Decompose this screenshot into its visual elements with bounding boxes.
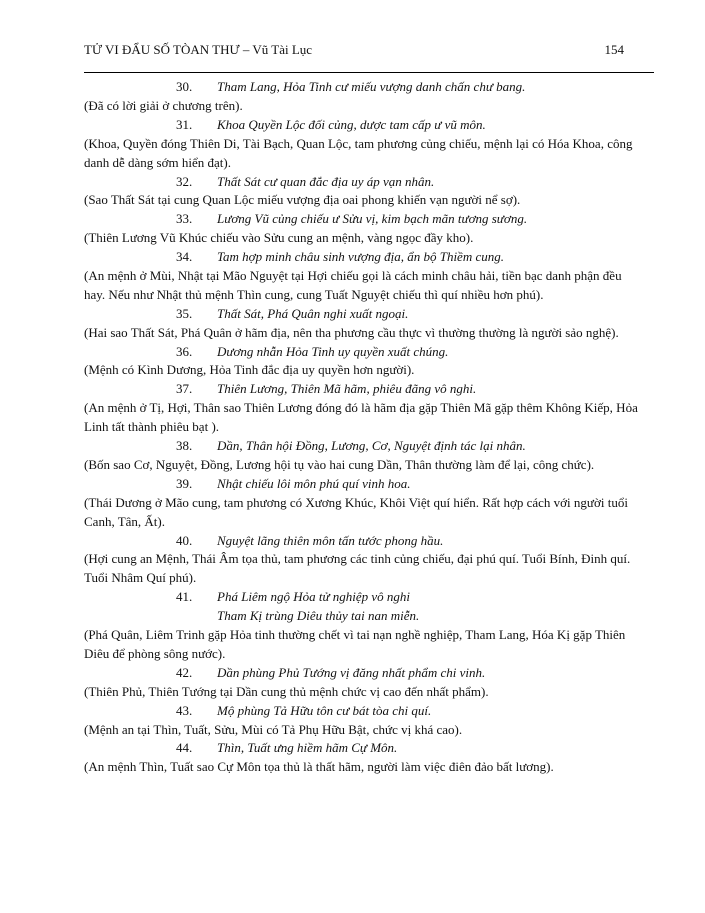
verse-number: 38. (176, 438, 193, 454)
verse-item (84, 210, 644, 248)
verse-explanation: (Hợi cung an Mệnh, Thái Âm tọa thủ, tam phương các tinh củng chiếu, đại phú quí. Tuổi Bính, Đinh quí. Tuổi Nhâm Quí phú). (84, 551, 631, 586)
verse-number: 39. (176, 475, 193, 491)
verse-number: 36. (176, 343, 193, 359)
page-header (84, 42, 624, 60)
verse-item (84, 78, 644, 116)
verse-item (84, 588, 644, 664)
verse-explanation: (An mệnh ở Mùi, Nhật tại Mão Nguyệt tại Hợi chiếu gọi là cách minh châu hải, tiền bạc danh phận đều hay. Nếu như Nhật thủ mệnh Thìn cung, cung Tuất Nguyệt chiếu thì quí nhiều hơn phú). (84, 267, 622, 302)
verse-item (84, 380, 644, 437)
verse-heading (84, 380, 644, 399)
verse-item (84, 437, 644, 475)
verse-number: 44. (176, 740, 193, 756)
verse-title: Dương nhẫn Hỏa Tinh uy quyền xuất chúng. (217, 343, 449, 359)
verse-heading (84, 664, 644, 683)
verse-title: Khoa Quyền Lộc đối củng, dược tam cấp ư vũ môn. (217, 116, 486, 132)
verse-explanation: (Khoa, Quyền đóng Thiên Di, Tài Bạch, Quan Lộc, tam phương củng chiếu, mệnh lại có Hóa Khoa, công danh dễ dàng sớm hiển đạt). (84, 135, 633, 170)
verse-item (84, 739, 644, 777)
verse-heading (84, 173, 644, 192)
verse-title: Dần, Thân hội Đồng, Lương, Cơ, Nguyệt định tác lại nhân. (217, 438, 526, 454)
verse-item (84, 173, 644, 211)
verse-explanation: (An mệnh ở Tị, Hợi, Thân sao Thiên Lương đóng đó là hãm địa gặp Thiên Mã gặp thêm Không Kiếp, Hỏa Linh tất thành phiêu bạt ). (84, 400, 638, 435)
verse-explanation: (Sao Thất Sát tại cung Quan Lộc miếu vượng địa oai phong khiến vạn người nể sợ). (84, 192, 521, 208)
verse-heading (84, 210, 644, 229)
verse-number: 32. (176, 173, 193, 189)
verse-number: 30. (176, 79, 193, 94)
verse-explanation: (Mệnh có Kình Dương, Hỏa Tinh đắc địa uy quyền hơn người). (84, 362, 415, 378)
verse-explanation: (Thái Dương ở Mão cung, tam phương có Xương Khúc, Khôi Việt quí hiển. Rất hợp cách với người tuổi Canh, Tân, Ất). (84, 494, 628, 529)
verse-title: Nhật chiếu lôi môn phú quí vinh hoa. (217, 475, 411, 491)
verse-explanation: (Bốn sao Cơ, Nguyệt, Đồng, Lương hội tụ vào hai cung Dần, Thân thường làm để lại, công chức). (84, 456, 595, 472)
verse-number: 37. (176, 381, 193, 397)
verse-item (84, 532, 644, 589)
verse-explanation: (Hai sao Thất Sát, Phá Quân ở hãm địa, nên tha phương cầu thực vì thường thường là người sảo nghệ). (84, 324, 619, 340)
verse-heading (84, 116, 644, 135)
verse-number: 40. (176, 532, 193, 548)
verse-number: 41. (176, 589, 193, 605)
verse-heading (84, 305, 644, 324)
verse-title-continued: Tham Kị trùng Diêu thủy tai nan miễn. (217, 608, 420, 624)
verse-title: Dần phùng Phủ Tướng vị đăng nhất phẩm chi vinh. (217, 664, 486, 680)
verse-number: 42. (176, 664, 193, 680)
verse-heading (84, 588, 644, 607)
verse-heading (84, 475, 644, 494)
verse-heading (84, 343, 644, 362)
verse-item (84, 343, 644, 381)
page-number: 154 (604, 42, 624, 57)
verse-item (84, 248, 644, 305)
book-title: TỬ VI ĐẨU SỐ TÒAN THƯ – Vũ Tài Lục (84, 42, 313, 57)
verse-item (84, 702, 644, 740)
verse-title: Thất Sát, Phá Quân nghi xuất ngoại. (217, 305, 409, 321)
page-body (84, 78, 644, 777)
verse-title: Thìn, Tuất ưng hiềm hãm Cự Môn. (217, 740, 398, 756)
verse-number: 34. (176, 249, 193, 265)
verse-heading (84, 739, 644, 758)
verse-heading (84, 702, 644, 721)
verse-heading (84, 78, 644, 97)
verse-title: Thất Sát cư quan đắc địa uy áp vạn nhân. (217, 173, 435, 189)
verse-item (84, 664, 644, 702)
verse-heading (84, 437, 644, 456)
header-divider (84, 72, 654, 73)
verse-explanation: (An mệnh Thìn, Tuất sao Cự Môn tọa thủ là thất hãm, người làm việc điên đảo bất lương). (84, 759, 554, 775)
verse-title: Lương Vũ củng chiếu ư Sửu vị, kim bạch mãn tương sương. (217, 211, 528, 227)
verse-item (84, 475, 644, 532)
verse-item (84, 305, 644, 343)
verse-number: 43. (176, 702, 193, 718)
verse-heading (84, 532, 644, 551)
verse-number: 31. (176, 116, 193, 132)
verse-number: 33. (176, 211, 193, 227)
verse-title: Thiên Lương, Thiên Mã hãm, phiêu đãng vô nghi. (217, 381, 477, 397)
verse-title: Phá Liêm ngộ Hỏa tử nghiệp vô nghi (217, 589, 411, 605)
verse-explanation: (Thiên Lương Vũ Khúc chiếu vào Sửu cung an mệnh, vàng ngọc đầy kho). (84, 230, 474, 246)
verse-title: Tam hợp minh châu sinh vượng địa, ẩn bộ Thiềm cung. (217, 249, 504, 265)
verse-explanation: (Đã có lời giải ở chương trên). (84, 97, 243, 113)
verse-explanation: (Mệnh an tại Thìn, Tuất, Sửu, Mùi có Tả Phụ Hữu Bật, chức vị khá cao). (84, 721, 463, 737)
verse-explanation: (Thiên Phủ, Thiên Tướng tại Dần cung thủ mệnh chức vị cao đến nhất phẩm). (84, 683, 489, 699)
verse-heading (84, 248, 644, 267)
verse-explanation: (Phá Quân, Liêm Trinh gặp Hỏa tinh thường chết vì tai nạn nghề nghiệp, Tham Lang, Hóa Kị gặp Thiên Diêu để phòng sông nước). (84, 627, 626, 661)
verse-title: Mộ phùng Tả Hữu tôn cư bát tòa chi quí. (217, 702, 432, 718)
verse-number: 35. (176, 305, 193, 321)
verse-title: Nguyệt lãng thiên môn tấn tước phong hầu. (217, 532, 444, 548)
verse-title: Tham Lang, Hỏa Tinh cư miếu vượng danh chấn chư bang. (217, 79, 526, 94)
verse-item (84, 116, 644, 173)
